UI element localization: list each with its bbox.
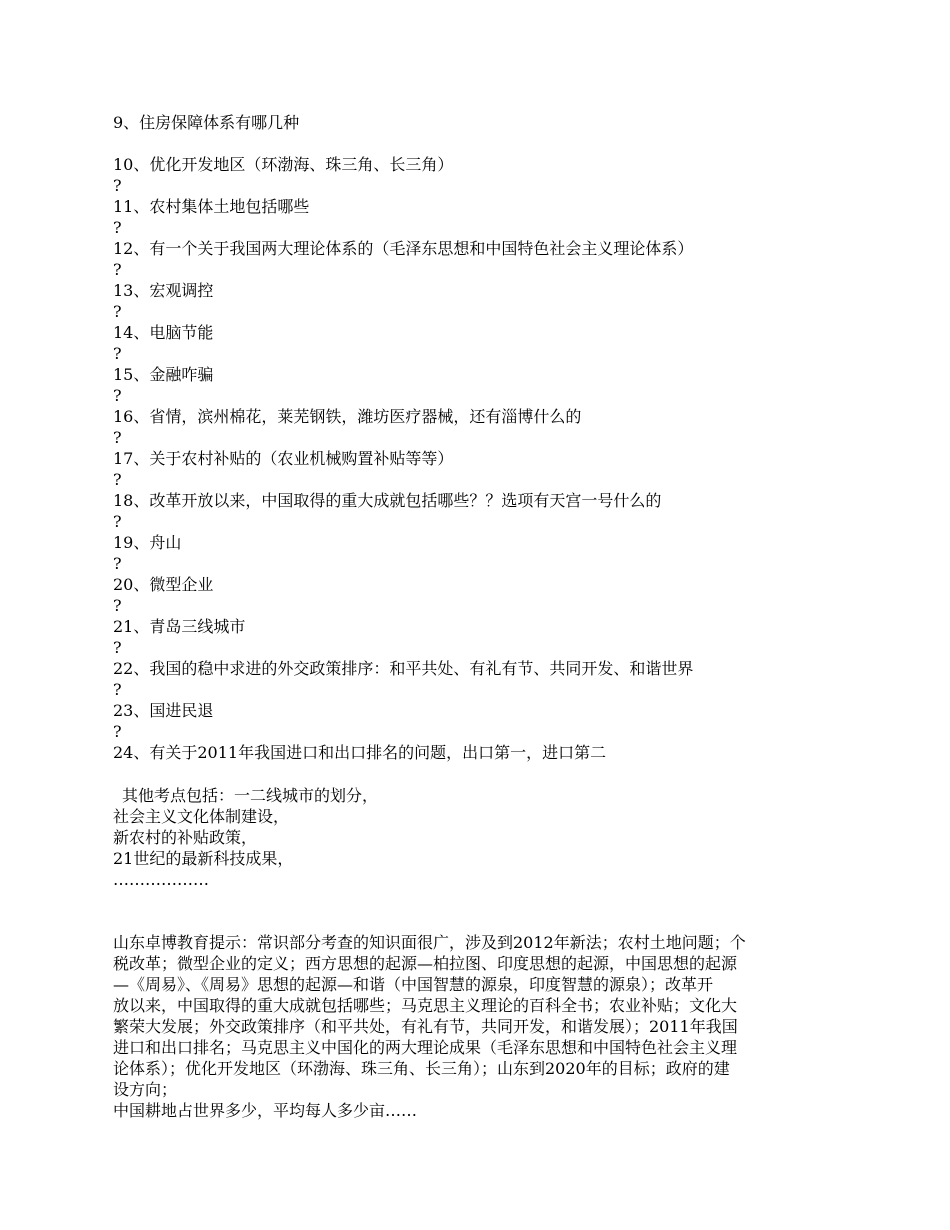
list-item: 14、电脑节能 (113, 323, 214, 342)
notice-line: 税改革；微型企业的定义；西方思想的起源—柏拉图、印度思想的起源，中国思想的起源 (113, 954, 738, 973)
other-point: 社会主义文化体制建设， (113, 807, 290, 826)
notice-paragraph (113, 932, 843, 1121)
question-mark: ? (113, 386, 122, 405)
other-points-ellipsis: ……………… (113, 870, 209, 889)
question-mark: ? (113, 554, 122, 573)
notice-line: 论体系）；优化开发地区（环渤海、珠三角、长三角）；山东到2020年的目标；政府的建 (113, 1059, 730, 1078)
list-item: 9、住房保障体系有哪几种 (113, 113, 300, 132)
question-mark: ? (113, 470, 122, 489)
list-item: 11、农村集体土地包括哪些 (113, 197, 310, 216)
list-item: 23、国进民退 (113, 701, 214, 720)
notice-line: 放以来，中国取得的重大成就包括哪些；马克思主义理论的百科全书；农业补贴；文化大 (113, 996, 738, 1015)
question-mark: ? (113, 218, 122, 237)
list-item: 20、微型企业 (113, 575, 214, 594)
other-point: 21世纪的最新科技成果， (113, 849, 294, 868)
notice-line: —《周易》、《周易》思想的起源—和谐（中国智慧的源泉，印度智慧的源泉）；改革开 (113, 975, 714, 994)
list-item: 22、我国的稳中求进的外交政策排序：和平共处、有礼有节、共同开发、和谐世界 (113, 659, 694, 678)
question-mark: ? (113, 428, 122, 447)
other-points-heading: 其他考点包括：一二线城市的划分， (122, 786, 379, 805)
spacer (113, 133, 843, 154)
spacer (113, 890, 843, 911)
notice-line: 进口和出口排名；马克思主义中国化的两大理论成果（毛泽东思想和中国特色社会主义理 (113, 1038, 738, 1057)
question-mark: ? (113, 260, 122, 279)
question-mark: ? (113, 638, 122, 657)
spacer (113, 771, 843, 785)
other-points (113, 771, 843, 890)
list-item: 24、有关于2011年我国进口和出口排名的问题，出口第一，进口第二 (113, 743, 607, 762)
question-mark: ? (113, 302, 122, 321)
question-mark: ? (113, 722, 122, 741)
spacer (113, 911, 843, 932)
list-item: 21、青岛三线城市 (113, 617, 246, 636)
list-item: 12、有一个关于我国两大理论体系的（毛泽东思想和中国特色社会主义理论体系） (113, 239, 694, 258)
list-item: 17、关于农村补贴的（农业机械购置补贴等等） (113, 449, 454, 468)
list-item: 13、宏观调控 (113, 281, 214, 300)
question-mark: ? (113, 512, 122, 531)
document-body (113, 112, 843, 1121)
notice-line: 繁荣大发展；外交政策排序（和平共处，有礼有节，共同开发，和谐发展）；2011年我国 (113, 1017, 738, 1036)
notice-line: 中国耕地占世界多少，平均每人多少亩…… (113, 1101, 418, 1120)
list-item: 16、省情，滨州棉花，莱芜钢铁，潍坊医疗器械，还有淄博什么的 (113, 407, 582, 426)
question-mark: ? (113, 596, 122, 615)
notice-line: 设方向； (113, 1080, 178, 1099)
list-item: 15、金融咋骗 (113, 365, 214, 384)
other-point: 新农村的补贴政策， (113, 828, 258, 847)
question-mark: ? (113, 680, 122, 699)
notice-line: 山东卓博教育提示：常识部分考查的知识面很广，涉及到2012年新法；农村土地问题；个 (113, 933, 746, 952)
question-mark: ? (113, 176, 122, 195)
list-item: 10、优化开发地区（环渤海、珠三角、长三角） (113, 155, 454, 174)
list-item: 19、舟山 (113, 533, 182, 552)
question-mark: ? (113, 344, 122, 363)
list-item: 18、改革开放以来，中国取得的重大成就包括哪些？？选项有天宫一号什么的 (113, 491, 662, 510)
